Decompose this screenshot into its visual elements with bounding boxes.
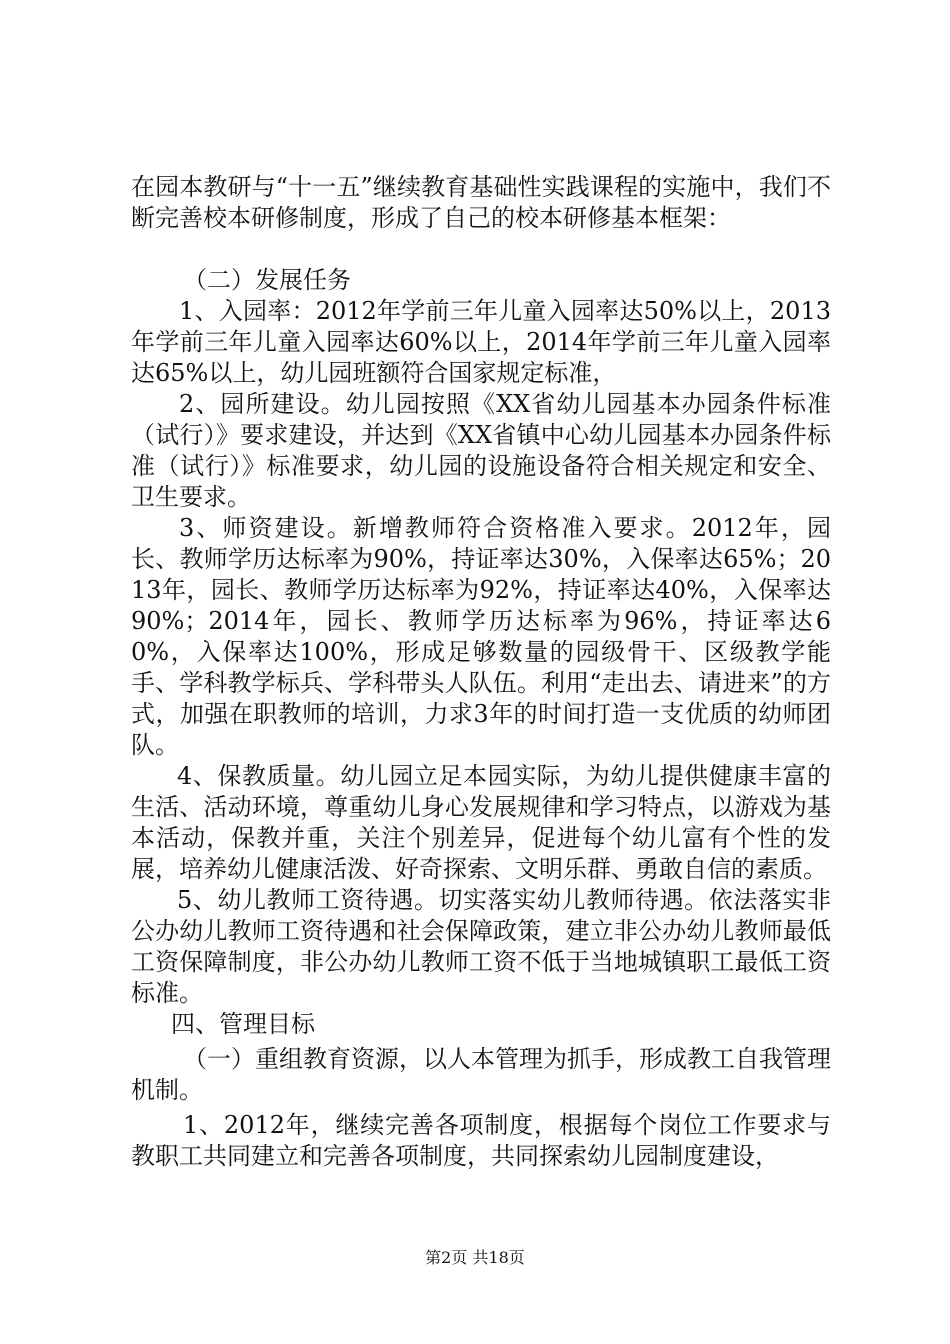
item-facility-construction: 2、园所建设。幼儿园按照《XX省幼儿园基本办园条件标准（试行）》要求建设，并达到《XX省镇中心幼儿园基本办园条件标准（试行）》标准要求，幼儿园的设施设备符合相关规定和安全、卫生要求。 (131, 390, 831, 511)
document-body (131, 172, 831, 1172)
page-footer: 第2页 共18页 (425, 1248, 525, 1267)
item-teacher-staffing: 3、师资建设。新增教师符合资格准入要求。2012年，园长、教师学历达标率为90%，持证率达30%，入保率达65%；2013年，园长、教师学历达标率为92%，持证率达40%，入保率达90%；2014年，园长、教师学历达标率为96%，持证率达60%，入保率达100%，形成足够数量的园级骨干、区级教学能手、学科教学标兵、学科带头人队伍。利用“走出去、请进来”的方式，加强在职教师的培训，力求3年的时间打造一支优质的幼师团队。 (131, 514, 831, 759)
item-teacher-wages: 5、幼儿教师工资待遇。切实落实幼儿教师待遇。依法落实非公办幼儿教师工资待遇和社会保障政策，建立非公办幼儿教师最低工资保障制度，非公办幼儿教师工资不低于当地城镇职工最低工资标准。 (131, 886, 831, 1007)
section-heading-development-tasks: （二）发展任务 (183, 266, 351, 294)
item-care-education-quality: 4、保教质量。幼儿园立足本园实际，为幼儿提供健康丰富的生活、活动环境，尊重幼儿身心发展规律和学习特点，以游戏为基本活动，保教并重，关注个别差异，促进每个幼儿富有个性的发展，培养幼儿健康活泼、好奇探索、文明乐群、勇敢自信的素质。 (131, 762, 831, 883)
item-enrollment-rate: 1、入园率：2012年学前三年儿童入园率达50%以上，2013年学前三年儿童入园率达60%以上，2014年学前三年儿童入园率达65%以上，幼儿园班额符合国家规定标准， (131, 297, 831, 387)
subitem-2012-system-improvement: 1、2012年，继续完善各项制度，根据每个岗位工作要求与教职工共同建立和完善各项制度，共同探索幼儿园制度建设， (131, 1111, 831, 1170)
section-heading-management-goals: 四、管理目标 (171, 1010, 315, 1038)
subsection-heading-resource-reorganization: （一）重组教育资源，以人本管理为抓手，形成教工自我管理机制。 (131, 1045, 831, 1104)
intro-paragraph: 在园本教研与“十一五”继续教育基础性实践课程的实施中，我们不断完善校本研修制度，形成了自己的校本研修基本框架： (131, 173, 831, 232)
